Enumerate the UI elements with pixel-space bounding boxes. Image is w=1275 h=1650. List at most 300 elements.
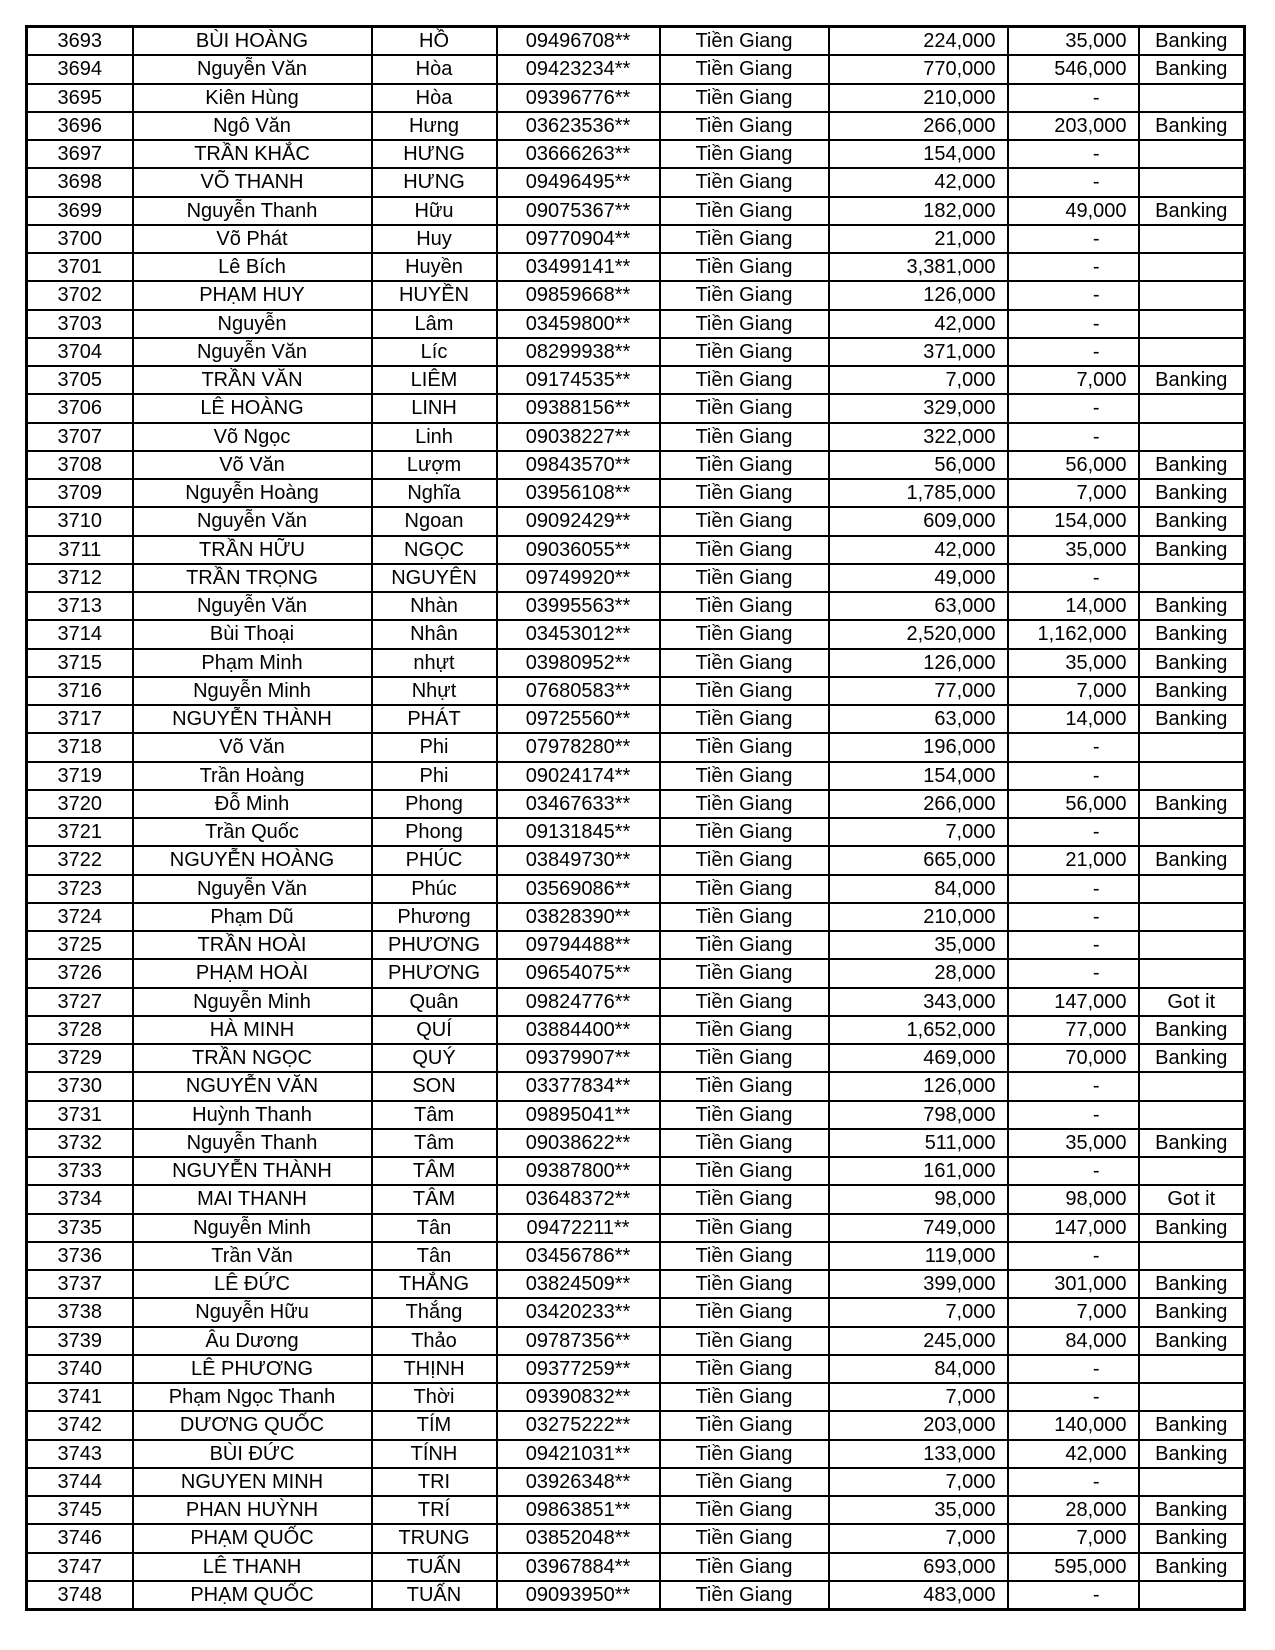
cell-amount-paid: 7,000 [1008,1524,1139,1552]
cell-province: Tiền Giang [660,875,829,903]
table-row [27,564,1245,592]
cell-province: Tiền Giang [660,846,829,874]
cell-amount-paid: 42,000 [1008,1440,1139,1468]
cell-province: Tiền Giang [660,1242,829,1270]
cell-phone-number: 09396776** [497,84,660,112]
cell-amount: 119,000 [829,1242,1008,1270]
cell-given-name: Nguyễn Văn [133,338,372,366]
table-row [27,27,1245,56]
cell-province: Tiền Giang [660,1524,829,1552]
table-row [27,1440,1245,1468]
cell-last-name: LINH [372,394,497,422]
cell-given-name: Âu Dương [133,1327,372,1355]
cell-given-name: LÊ THANH [133,1553,372,1581]
table-row [27,846,1245,874]
cell-last-name: Thảo [372,1327,497,1355]
cell-payment-status [1139,818,1245,846]
cell-amount-paid: 21,000 [1008,846,1139,874]
table-row [27,1157,1245,1185]
cell-payment-status [1139,310,1245,338]
cell-amount: 7,000 [829,366,1008,394]
cell-amount-paid: 147,000 [1008,988,1139,1016]
cell-given-name: TRẦN VĂN [133,366,372,394]
cell-amount: 63,000 [829,705,1008,733]
cell-given-name: Bùi Thoại [133,620,372,648]
cell-given-name: LÊ PHƯƠNG [133,1355,372,1383]
cell-province: Tiền Giang [660,1044,829,1072]
table-row [27,1101,1245,1129]
table-row [27,1524,1245,1552]
cell-province: Tiền Giang [660,423,829,451]
cell-phone-number: 03456786** [497,1242,660,1270]
cell-last-name: PHÁT [372,705,497,733]
cell-payment-status [1139,875,1245,903]
table-row [27,366,1245,394]
table-row [27,1214,1245,1242]
cell-payment-status: Banking [1139,790,1245,818]
cell-amount: 126,000 [829,281,1008,309]
cell-given-name: Nguyễn Văn [133,507,372,535]
cell-province: Tiền Giang [660,1355,829,1383]
cell-given-name: LÊ HOÀNG [133,394,372,422]
cell-amount-paid: 203,000 [1008,112,1139,140]
cell-amount-paid: 98,000 [1008,1185,1139,1213]
cell-phone-number: 09038622** [497,1129,660,1157]
cell-phone-number: 09824776** [497,988,660,1016]
cell-payment-status [1139,931,1245,959]
cell-amount: 42,000 [829,536,1008,564]
cell-given-name: Nguyễn Thanh [133,1129,372,1157]
cell-payment-status [1139,168,1245,196]
cell-given-name: HÀ MINH [133,1016,372,1044]
cell-amount-paid: - [1008,338,1139,366]
cell-last-name: HƯNG [372,168,497,196]
table-row [27,507,1245,535]
cell-amount-paid: - [1008,310,1139,338]
cell-given-name: BÙI ĐỨC [133,1440,372,1468]
cell-amount: 203,000 [829,1411,1008,1439]
table-row [27,705,1245,733]
cell-phone-number: 03852048** [497,1524,660,1552]
cell-last-name: Huyền [372,253,497,281]
cell-row-id: 3717 [27,705,133,733]
cell-amount-paid: - [1008,84,1139,112]
cell-last-name: Tân [372,1214,497,1242]
cell-last-name: QUÍ [372,1016,497,1044]
cell-row-id: 3699 [27,197,133,225]
cell-payment-status [1139,423,1245,451]
cell-amount-paid: 70,000 [1008,1044,1139,1072]
table-row [27,959,1245,987]
cell-phone-number: 09377259** [497,1355,660,1383]
table-row [27,1072,1245,1100]
cell-given-name: TRẦN HỮU [133,536,372,564]
cell-phone-number: 09093950** [497,1581,660,1610]
cell-row-id: 3728 [27,1016,133,1044]
cell-last-name: LIÊM [372,366,497,394]
cell-phone-number: 09036055** [497,536,660,564]
cell-last-name: Líc [372,338,497,366]
table-row [27,55,1245,83]
cell-amount: 133,000 [829,1440,1008,1468]
cell-phone-number: 09174535** [497,366,660,394]
cell-payment-status [1139,1101,1245,1129]
cell-row-id: 3704 [27,338,133,366]
cell-amount: 7,000 [829,1524,1008,1552]
cell-payment-status [1139,1072,1245,1100]
table-row [27,310,1245,338]
table-row [27,423,1245,451]
cell-last-name: Nhàn [372,592,497,620]
cell-row-id: 3697 [27,140,133,168]
cell-last-name: Tân [372,1242,497,1270]
cell-phone-number: 09794488** [497,931,660,959]
cell-province: Tiền Giang [660,168,829,196]
cell-last-name: NGỌC [372,536,497,564]
cell-phone-number: 09472211** [497,1214,660,1242]
table-row [27,1355,1245,1383]
cell-row-id: 3748 [27,1581,133,1610]
cell-last-name: TRUNG [372,1524,497,1552]
cell-payment-status: Banking [1139,112,1245,140]
cell-amount-paid: - [1008,733,1139,761]
cell-amount-paid: 147,000 [1008,1214,1139,1242]
cell-province: Tiền Giang [660,677,829,705]
table-row [27,1383,1245,1411]
cell-row-id: 3747 [27,1553,133,1581]
cell-province: Tiền Giang [660,1157,829,1185]
cell-phone-number: 03666263** [497,140,660,168]
cell-phone-number: 09770904** [497,225,660,253]
cell-amount: 196,000 [829,733,1008,761]
table-row [27,733,1245,761]
cell-phone-number: 09379907** [497,1044,660,1072]
cell-payment-status [1139,84,1245,112]
cell-given-name: Phạm Ngọc Thanh [133,1383,372,1411]
cell-payment-status: Banking [1139,1524,1245,1552]
cell-amount-paid: 595,000 [1008,1553,1139,1581]
cell-row-id: 3718 [27,733,133,761]
cell-amount-paid: 7,000 [1008,366,1139,394]
cell-given-name: Phạm Dũ [133,903,372,931]
cell-amount: 154,000 [829,140,1008,168]
cell-amount-paid: - [1008,1072,1139,1100]
cell-phone-number: 03377834** [497,1072,660,1100]
cell-payment-status: Banking [1139,536,1245,564]
cell-given-name: NGUYỄN HOÀNG [133,846,372,874]
cell-row-id: 3709 [27,479,133,507]
cell-phone-number: 09075367** [497,197,660,225]
cell-given-name: PHẠM QUỐC [133,1581,372,1610]
cell-row-id: 3706 [27,394,133,422]
cell-payment-status: Banking [1139,1044,1245,1072]
cell-amount-paid: - [1008,959,1139,987]
cell-row-id: 3738 [27,1298,133,1326]
table-row [27,536,1245,564]
table-row [27,394,1245,422]
cell-row-id: 3720 [27,790,133,818]
cell-given-name: Trần Hoàng [133,762,372,790]
cell-province: Tiền Giang [660,592,829,620]
cell-phone-number: 09859668** [497,281,660,309]
cell-province: Tiền Giang [660,931,829,959]
cell-row-id: 3722 [27,846,133,874]
cell-last-name: Phúc [372,875,497,903]
cell-phone-number: 03275222** [497,1411,660,1439]
cell-amount: 749,000 [829,1214,1008,1242]
cell-amount: 245,000 [829,1327,1008,1355]
cell-given-name: Phạm Minh [133,649,372,677]
cell-payment-status: Banking [1139,1016,1245,1044]
cell-amount-paid: 56,000 [1008,790,1139,818]
cell-payment-status: Banking [1139,1553,1245,1581]
cell-last-name: HUYỀN [372,281,497,309]
cell-amount: 63,000 [829,592,1008,620]
cell-province: Tiền Giang [660,225,829,253]
cell-last-name: HỒ [372,27,497,56]
cell-province: Tiền Giang [660,790,829,818]
cell-payment-status [1139,903,1245,931]
cell-row-id: 3732 [27,1129,133,1157]
cell-given-name: TRẦN KHẮC [133,140,372,168]
table-row [27,762,1245,790]
table-row [27,1242,1245,1270]
table-row [27,592,1245,620]
payment-list-table [25,25,1246,1611]
table-row [27,988,1245,1016]
cell-row-id: 3710 [27,507,133,535]
cell-payment-status: Banking [1139,479,1245,507]
cell-payment-status: Banking [1139,1496,1245,1524]
cell-last-name: Hữu [372,197,497,225]
cell-last-name: Phương [372,903,497,931]
cell-row-id: 3734 [27,1185,133,1213]
cell-amount-paid: - [1008,225,1139,253]
cell-province: Tiền Giang [660,536,829,564]
cell-phone-number: 09843570** [497,451,660,479]
cell-province: Tiền Giang [660,1101,829,1129]
cell-row-id: 3711 [27,536,133,564]
cell-payment-status: Banking [1139,1214,1245,1242]
cell-row-id: 3742 [27,1411,133,1439]
cell-row-id: 3731 [27,1101,133,1129]
cell-amount: 483,000 [829,1581,1008,1610]
cell-amount: 28,000 [829,959,1008,987]
cell-amount: 126,000 [829,649,1008,677]
table-row [27,790,1245,818]
cell-payment-status [1139,253,1245,281]
cell-province: Tiền Giang [660,1072,829,1100]
cell-given-name: Lê Bích [133,253,372,281]
cell-amount: 49,000 [829,564,1008,592]
table-row [27,451,1245,479]
cell-phone-number: 03453012** [497,620,660,648]
cell-amount: 2,520,000 [829,620,1008,648]
cell-payment-status [1139,1157,1245,1185]
cell-payment-status: Banking [1139,1298,1245,1326]
cell-amount: 42,000 [829,168,1008,196]
cell-last-name: TÍNH [372,1440,497,1468]
cell-province: Tiền Giang [660,281,829,309]
table-row [27,903,1245,931]
cell-phone-number: 07978280** [497,733,660,761]
cell-phone-number: 03467633** [497,790,660,818]
table-row [27,84,1245,112]
cell-last-name: Linh [372,423,497,451]
cell-province: Tiền Giang [660,959,829,987]
cell-amount: 210,000 [829,903,1008,931]
cell-phone-number: 03980952** [497,649,660,677]
cell-province: Tiền Giang [660,1496,829,1524]
cell-given-name: Kiên Hùng [133,84,372,112]
cell-row-id: 3716 [27,677,133,705]
cell-amount: 21,000 [829,225,1008,253]
cell-province: Tiền Giang [660,451,829,479]
cell-last-name: Phong [372,790,497,818]
cell-payment-status [1139,1355,1245,1383]
cell-last-name: PHƯƠNG [372,959,497,987]
cell-amount: 266,000 [829,790,1008,818]
cell-last-name: Phi [372,733,497,761]
cell-last-name: Quân [372,988,497,1016]
cell-given-name: Nguyễn Thanh [133,197,372,225]
cell-given-name: Nguyễn Hữu [133,1298,372,1326]
cell-row-id: 3708 [27,451,133,479]
cell-phone-number: 03648372** [497,1185,660,1213]
cell-row-id: 3693 [27,27,133,56]
cell-last-name: SON [372,1072,497,1100]
cell-last-name: Nhựt [372,677,497,705]
table-row [27,677,1245,705]
cell-amount-paid: - [1008,281,1139,309]
cell-payment-status [1139,281,1245,309]
cell-amount: 7,000 [829,818,1008,846]
table-row [27,1327,1245,1355]
cell-amount: 1,652,000 [829,1016,1008,1044]
cell-amount: 266,000 [829,112,1008,140]
cell-amount: 665,000 [829,846,1008,874]
cell-amount: 56,000 [829,451,1008,479]
cell-row-id: 3702 [27,281,133,309]
cell-given-name: Nguyễn [133,310,372,338]
cell-payment-status: Banking [1139,846,1245,874]
cell-province: Tiền Giang [660,84,829,112]
cell-payment-status [1139,1383,1245,1411]
cell-row-id: 3696 [27,112,133,140]
table-row [27,197,1245,225]
cell-row-id: 3701 [27,253,133,281]
cell-phone-number: 08299938** [497,338,660,366]
cell-amount-paid: 84,000 [1008,1327,1139,1355]
cell-row-id: 3705 [27,366,133,394]
table-row [27,281,1245,309]
table-row [27,112,1245,140]
cell-amount: 42,000 [829,310,1008,338]
cell-amount-paid: - [1008,168,1139,196]
table-row [27,168,1245,196]
cell-phone-number: 03828390** [497,903,660,931]
cell-amount-paid: 1,162,000 [1008,620,1139,648]
cell-payment-status [1139,733,1245,761]
cell-row-id: 3733 [27,1157,133,1185]
cell-given-name: Ngô Văn [133,112,372,140]
cell-phone-number: 09387800** [497,1157,660,1185]
cell-amount-paid: - [1008,423,1139,451]
cell-row-id: 3698 [27,168,133,196]
cell-province: Tiền Giang [660,762,829,790]
cell-province: Tiền Giang [660,197,829,225]
cell-given-name: Đỗ Minh [133,790,372,818]
cell-province: Tiền Giang [660,1468,829,1496]
cell-payment-status [1139,1468,1245,1496]
cell-row-id: 3719 [27,762,133,790]
cell-row-id: 3725 [27,931,133,959]
cell-amount: 77,000 [829,677,1008,705]
cell-payment-status: Banking [1139,366,1245,394]
cell-amount-paid: 49,000 [1008,197,1139,225]
cell-phone-number: 03824509** [497,1270,660,1298]
cell-amount-paid: - [1008,1101,1139,1129]
cell-province: Tiền Giang [660,27,829,56]
cell-last-name: Hưng [372,112,497,140]
cell-amount-paid: - [1008,253,1139,281]
cell-payment-status [1139,140,1245,168]
cell-amount-paid: - [1008,762,1139,790]
cell-amount-paid: 301,000 [1008,1270,1139,1298]
table-row [27,1411,1245,1439]
cell-payment-status: Got it [1139,988,1245,1016]
cell-amount: 98,000 [829,1185,1008,1213]
table-row [27,479,1245,507]
cell-given-name: TRẦN NGỌC [133,1044,372,1072]
cell-province: Tiền Giang [660,1327,829,1355]
cell-amount: 329,000 [829,394,1008,422]
cell-amount-paid: 35,000 [1008,649,1139,677]
cell-amount-paid: - [1008,1157,1139,1185]
cell-phone-number: 03569086** [497,875,660,903]
cell-last-name: Tâm [372,1129,497,1157]
cell-phone-number: 03956108** [497,479,660,507]
cell-last-name: Thời [372,1383,497,1411]
table-row [27,225,1245,253]
cell-amount-paid: - [1008,1242,1139,1270]
cell-province: Tiền Giang [660,1214,829,1242]
cell-last-name: Ngoan [372,507,497,535]
cell-amount-paid: - [1008,140,1139,168]
cell-payment-status: Banking [1139,620,1245,648]
cell-given-name: DƯƠNG QUỐC [133,1411,372,1439]
cell-amount-paid: - [1008,1383,1139,1411]
table-row [27,649,1245,677]
cell-amount: 84,000 [829,1355,1008,1383]
cell-amount-paid: 7,000 [1008,479,1139,507]
cell-phone-number: 09388156** [497,394,660,422]
table-row [27,1496,1245,1524]
table-row [27,1270,1245,1298]
cell-given-name: Nguyễn Văn [133,875,372,903]
cell-amount: 35,000 [829,931,1008,959]
cell-amount-paid: 56,000 [1008,451,1139,479]
cell-amount: 343,000 [829,988,1008,1016]
cell-given-name: Võ Văn [133,733,372,761]
cell-last-name: Phong [372,818,497,846]
cell-province: Tiền Giang [660,903,829,931]
cell-payment-status: Banking [1139,592,1245,620]
cell-last-name: PHƯƠNG [372,931,497,959]
cell-row-id: 3721 [27,818,133,846]
cell-amount: 1,785,000 [829,479,1008,507]
cell-last-name: Nghĩa [372,479,497,507]
